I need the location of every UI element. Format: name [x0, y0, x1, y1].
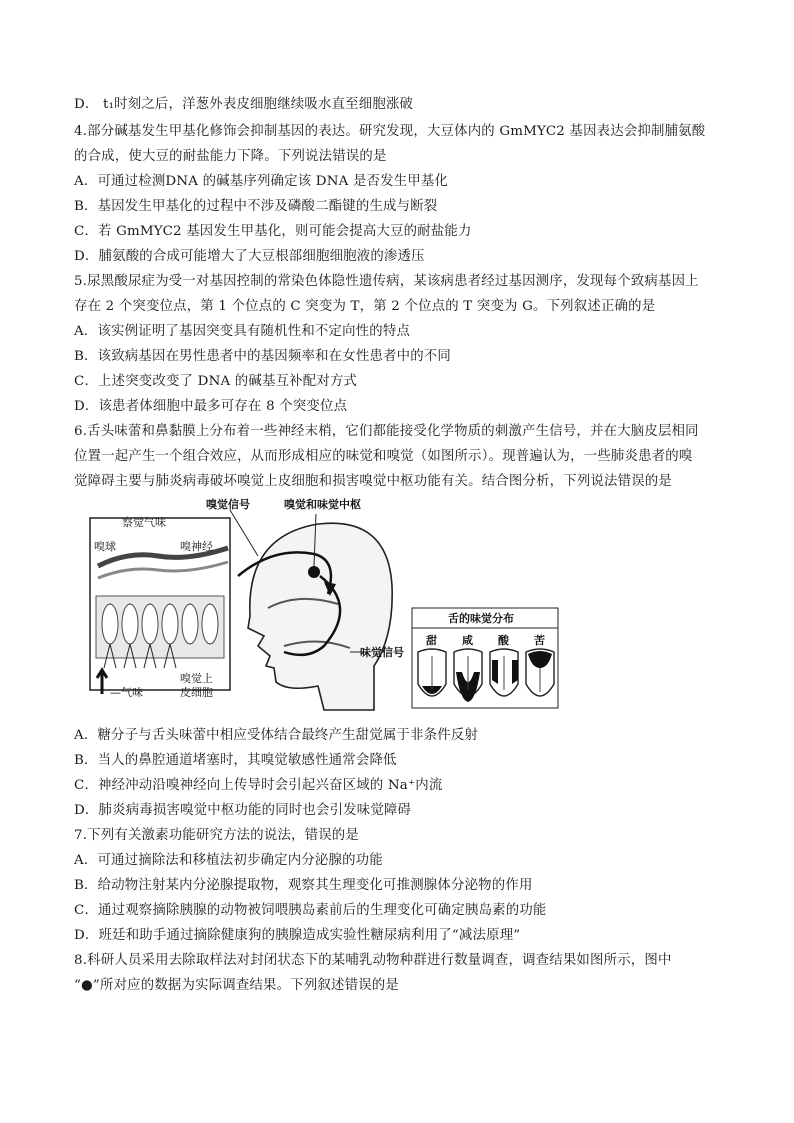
q6-option-c: C．神经冲动沿嗅神经向上传导时会引起兴奋区域的 Na⁺内流 [74, 778, 443, 793]
label-epithelium-1: 嗅觉上 [180, 672, 213, 685]
q5-option-d: D．该患者体细胞中最多可存在 8 个突变位点 [74, 399, 348, 414]
q8-stem-line-1: 8.科研人员采用去除取样法对封闭状态下的某哺乳动物种群进行数量调查，调查结果如图所示，图中 [74, 953, 672, 968]
q4-option-a: A．可通过检测DNA 的碱基序列确定该 DNA 是否发生甲基化 [74, 174, 449, 189]
q4-option-d: D．脯氨酸的合成可能增大了大豆根部细胞细胞液的渗透压 [74, 249, 425, 264]
q4-option-b: B．基因发生甲基化的过程中不涉及磷酸二酯键的生成与断裂 [74, 199, 438, 214]
q5-option-b: B．该致病基因在男性患者中的基因频率和在女性患者中的不同 [74, 349, 451, 364]
label-odor: —气味 [110, 686, 143, 699]
tongue-title: 舌的味觉分布 [448, 612, 514, 625]
label-smell-signal: 嗅觉信号 [206, 498, 250, 511]
q6-stem-line-2: 位置一起产生一个组合效应，从而形成相应的味觉和嗅觉（如图所示）。现普遍认为，一些肺炎患者的嗅 [74, 449, 693, 464]
label-salty: 咸 [462, 634, 473, 647]
q8-stem-line-2: “●”所对应的数据为实际调查结果。下列叙述错误的是 [74, 978, 399, 993]
label-center: 嗅觉和味觉中枢 [284, 498, 361, 511]
tongue-taste-distribution [412, 608, 558, 708]
label-detect-smell: 察觉气味 [122, 516, 166, 529]
q5-option-a: A．该实例证明了基因突变具有随机性和不定向性的特点 [74, 324, 411, 339]
label-olfactory-nerve: 嗅神经 [180, 540, 213, 553]
q3-option-d: D． t₁时刻之后，洋葱外表皮细胞继续吸水直至细胞涨破 [74, 97, 414, 112]
label-epithelium-2: 皮细胞 [180, 686, 213, 699]
q5-stem-line-1: 5.尿黑酸尿症为受一对基因控制的常染色体隐性遗传病，某该病患者经过基因测序，发现每个致病基因上 [74, 274, 699, 289]
q4-stem-line-1: 4.部分碱基发生甲基化修饰会抑制基因的表达。研究发现，大豆体内的 GmMYC2 基因表达会抑制脯氨酸 [74, 124, 706, 139]
q6-option-b: B．当人的鼻腔通道堵塞时，其嗅觉敏感性通常会降低 [74, 753, 397, 768]
q4-option-c: C．若 GmMYC2 基因发生甲基化，则可能会提高大豆的耐盐能力 [74, 224, 472, 239]
label-olfactory-bulb: 嗅球 [94, 540, 116, 553]
q6-option-a: A．糖分子与舌头味蕾中相应受体结合最终产生甜觉属于非条件反射 [74, 728, 478, 743]
q7-option-b: B．给动物注射某内分泌腺提取物，观察其生理变化可推测腺体分泌物的作用 [74, 878, 533, 893]
label-sweet: 甜 [426, 634, 437, 647]
label-taste-signal: 味觉信号 [360, 646, 404, 659]
olfactory-epithelium-inset [90, 515, 230, 699]
label-bitter: 苦 [534, 634, 545, 647]
q7-option-a: A．可通过摘除法和移植法初步确定内分泌腺的功能 [74, 853, 383, 868]
q5-option-c: C．上述突变改变了 DNA 的碱基互补配对方式 [74, 374, 358, 389]
head-diagram [206, 497, 404, 710]
q7-option-c: C．通过观察摘除胰腺的动物被饲喂胰岛素前后的生理变化可确定胰岛素的功能 [74, 903, 547, 918]
smell-taste-figure [88, 496, 568, 714]
q4-stem-line-2: 的合成，使大豆的耐盐能力下降。下列说法错误的是 [74, 149, 387, 164]
label-sour: 酸 [498, 634, 509, 647]
q7-stem: 7.下列有关激素功能研究方法的说法，错误的是 [74, 828, 359, 843]
q7-option-d: D．班廷和助手通过摘除健康狗的胰腺造成实验性糖尿病利用了“减法原理” [74, 928, 521, 943]
q6-stem-line-1: 6.舌头味蕾和鼻黏膜上分布着一些神经末梢，它们都能接受化学物质的刺激产生信号，并在大脑皮层相同 [74, 424, 699, 439]
q6-stem-line-3: 觉障碍主要与肺炎病毒破坏嗅觉上皮细胞和损害嗅觉中枢功能有关。结合图分析，下列说法错误的是 [74, 474, 672, 489]
q5-stem-line-2: 存在 2 个突变位点，第 1 个位点的 C 突变为 T，第 2 个位点的 T 突变为 G。下列叙述正确的是 [74, 299, 656, 314]
q6-option-d: D．肺炎病毒损害嗅觉中枢功能的同时也会引发味觉障碍 [74, 803, 412, 818]
